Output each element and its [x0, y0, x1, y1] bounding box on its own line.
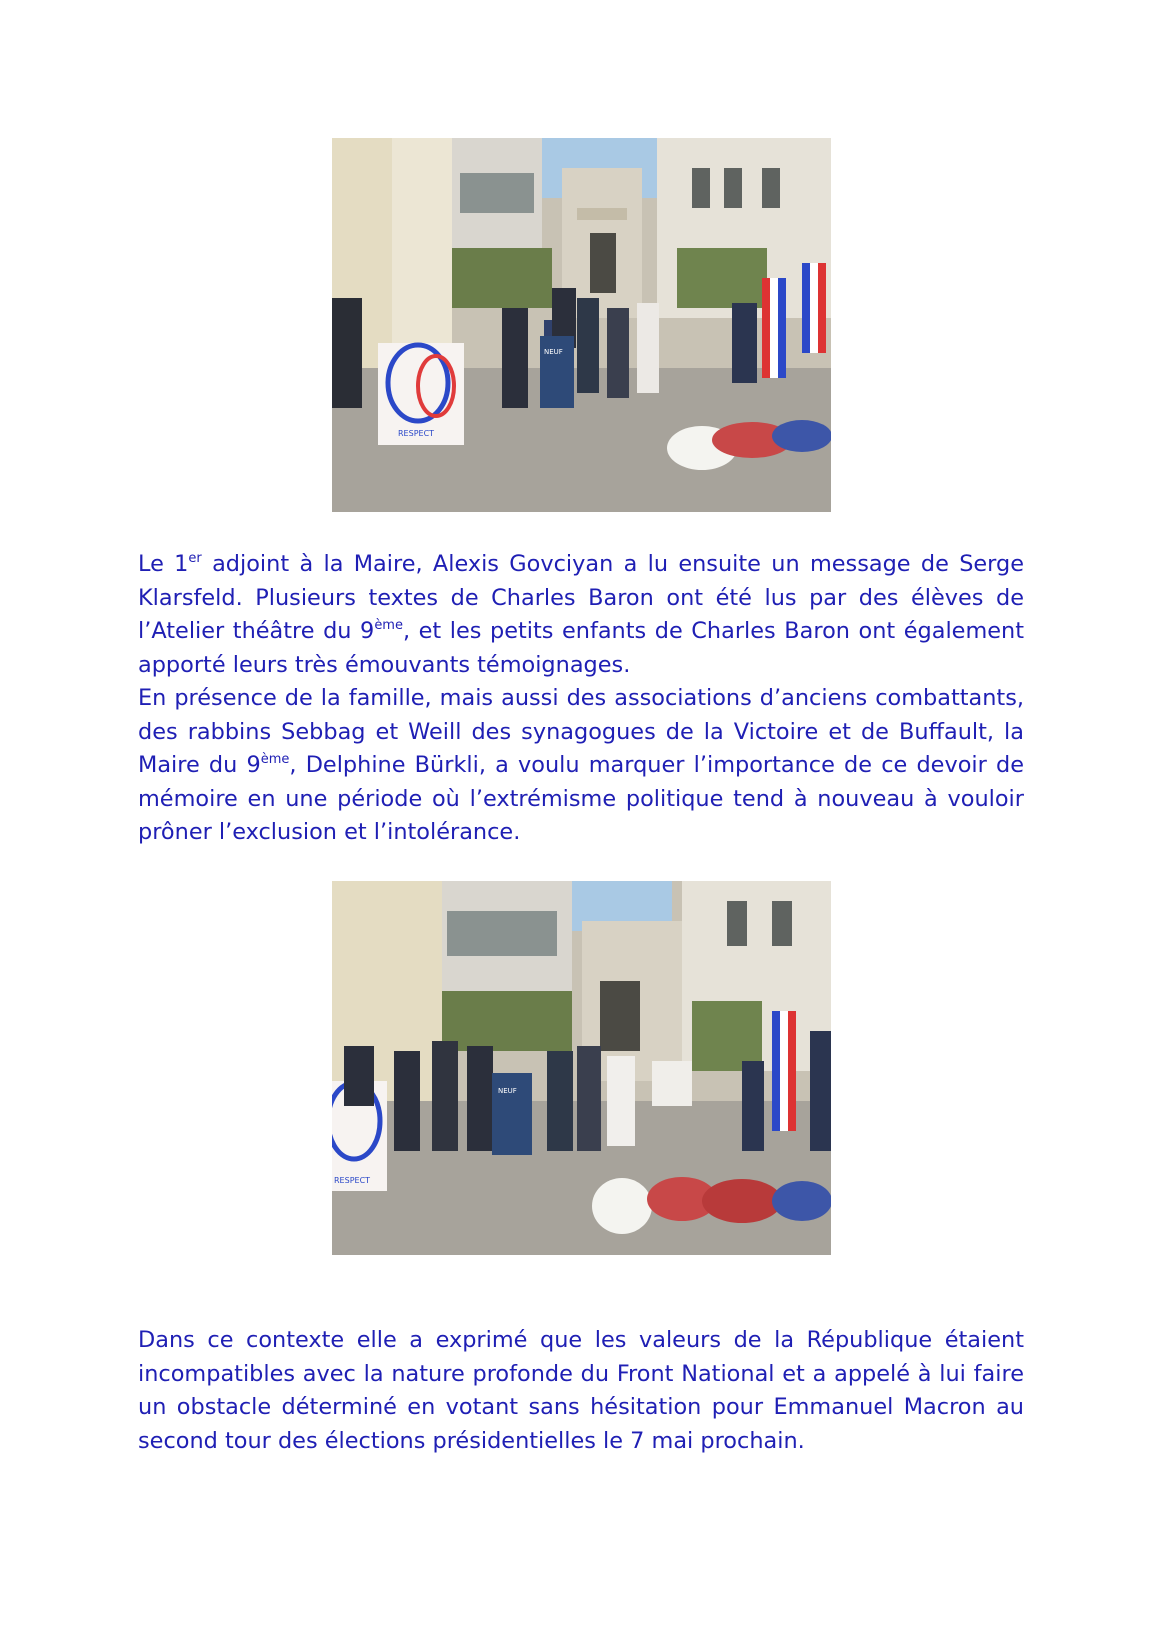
- paragraph-adjoint: [138, 548, 1024, 682]
- poster-label: RESPECT: [334, 1176, 371, 1185]
- poster-label: RESPECT: [398, 429, 435, 438]
- text-run: En présence de la famille, mais aussi des associations d’anciens combattants, des rabbins Sebbag et Weill des synagogues de la Victoire et de Buffault, la Maire du 9: [138, 685, 1024, 778]
- podium: [492, 1073, 532, 1155]
- superscript: ème: [260, 752, 290, 767]
- ceremony-photo-1: [332, 138, 831, 512]
- body-paragraph-block-2: [138, 1324, 1024, 1458]
- text-run: Le 1: [138, 551, 189, 577]
- ceremony-photo-2: [332, 881, 831, 1255]
- podium-label: NEUF: [498, 1087, 517, 1095]
- paragraph-contexte: Dans ce contexte elle a exprimé que les valeurs de la République étaient incompatibles avec la nature profonde du Front National et a appelé à lui faire un obstacle déterminé en votant sans hésitation pour Emmanuel Macron au second tour des élections présidentielles le 7 mai prochain.: [138, 1327, 1024, 1454]
- text-run: , et les petits enfants de Charles Baron ont également apporté leurs très émouvants témoignages.: [138, 618, 1025, 678]
- superscript: er: [188, 551, 202, 566]
- paragraph-presence: [138, 682, 1024, 850]
- podium-label: NEUF: [544, 348, 563, 356]
- podium: [540, 336, 574, 408]
- text-run: adjoint à la Maire, Alexis Govciyan a lu ensuite un message de Serge Klarsfeld. Plusieurs textes de Charles Baron ont été lus par des élèves de l’Atelier théâtre du 9: [138, 551, 1024, 644]
- body-paragraph-block-1: [138, 548, 1024, 850]
- text-run: , Delphine Bürkli, a voulu marquer l’importance de ce devoir de mémoire en une période où l’extrémisme politique tend à nouveau à vouloir prôner l’exclusion et l’intolérance.: [138, 752, 1024, 845]
- superscript: ème: [374, 618, 403, 633]
